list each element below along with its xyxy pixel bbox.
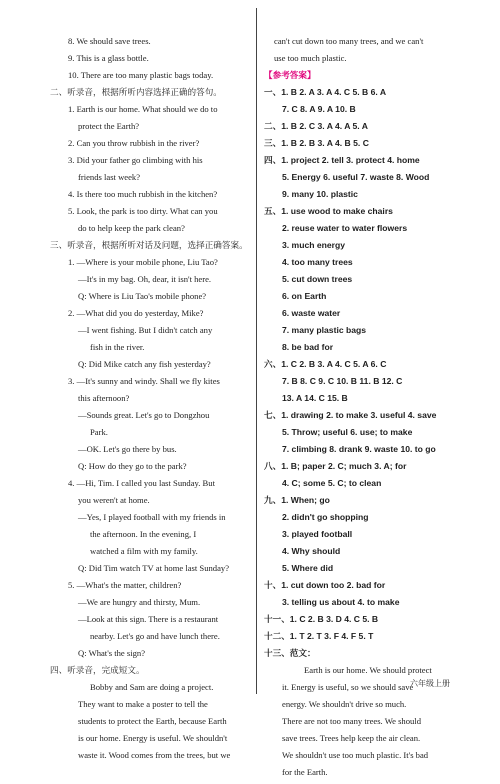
left-column — [50, 36, 250, 767]
left-line: 10. There are too many plastic bags today. — [68, 70, 214, 80]
left-line: Q: Where is Liu Tao's mobile phone? — [78, 291, 207, 301]
left-line: nearby. Let's go and have lunch there. — [90, 631, 220, 641]
left-line: —Yes, I played football with my friends in — [78, 512, 226, 522]
right-line: Earth is our home. We should protect — [304, 665, 432, 675]
right-line: 九、1. When; go — [264, 495, 330, 505]
left-line: this afternoon? — [78, 393, 130, 403]
left-line: —OK. Let's go there by bus. — [78, 444, 177, 454]
left-line: —Sounds great. Let's go to Dongzhou — [78, 410, 210, 420]
right-line: 二、1. B 2. C 3. A 4. A 5. A — [264, 121, 368, 131]
left-line: 2. —What did you do yesterday, Mike? — [68, 308, 204, 318]
left-line: —Look at this sign. There is a restaurant — [78, 614, 219, 624]
right-line: 5. Energy 6. useful 7. waste 8. Wood — [282, 172, 430, 182]
page-footer: 六年级上册 — [410, 679, 450, 689]
left-line: 1. —Where is your mobile phone, Liu Tao? — [68, 257, 218, 267]
right-line: 七、1. drawing 2. to make 3. useful 4. save — [264, 410, 437, 420]
right-line: There are not too many trees. We should — [282, 716, 421, 726]
right-line: 6. on Earth — [282, 291, 327, 301]
right-line: 2. didn't go shopping — [282, 512, 369, 522]
right-line: 5. Throw; useful 6. use; to make — [282, 427, 413, 437]
right-line: 十一、1. C 2. B 3. D 4. C 5. B — [264, 614, 379, 624]
left-line: 2. Can you throw rubbish in the river? — [68, 138, 200, 148]
left-line: Park. — [90, 427, 108, 437]
right-line: We shouldn't use too much plastic. It's bad — [282, 750, 429, 760]
left-line: 三、听录音，根据所听对话及问题，选择正确答案。 — [50, 240, 248, 250]
left-line: 5. —What's the matter, children? — [68, 580, 182, 590]
left-line: 8. We should save trees. — [68, 36, 151, 46]
right-line: use too much plastic. — [274, 53, 347, 63]
left-line: 1. Earth is our home. What should we do to — [68, 104, 218, 114]
left-line: waste it. Wood comes from the trees, but we — [78, 750, 231, 760]
right-column — [264, 36, 460, 784]
right-line: 13. A 14. C 15. B — [282, 393, 348, 403]
left-line: do to help keep the park clean? — [78, 223, 185, 233]
right-line: 7. climbing 8. drank 9. waste 10. to go — [282, 444, 436, 454]
left-line: Q: What's the sign? — [78, 648, 146, 658]
left-line: is our home. Energy is useful. We shouldn't — [78, 733, 228, 743]
left-line: you weren't at home. — [78, 495, 150, 505]
left-line: They want to make a poster to tell the — [78, 699, 208, 709]
right-line: save trees. Trees help keep the air clean. — [282, 733, 421, 743]
right-line: 6. waste water — [282, 308, 341, 318]
column-divider — [256, 8, 257, 694]
right-line: for the Earth. — [282, 767, 328, 777]
left-line: 4. —Hi, Tim. I called you last Sunday. But — [68, 478, 215, 488]
right-line: 五、1. use wood to make chairs — [264, 206, 393, 216]
right-line: 9. many 10. plastic — [282, 189, 358, 199]
left-line: Q: How do they go to the park? — [78, 461, 187, 471]
right-line: it. Energy is useful, so we should save — [282, 682, 414, 692]
left-line: —We are hungry and thirsty, Mum. — [78, 597, 201, 607]
left-line: 3. Did your father go climbing with his — [68, 155, 203, 165]
right-line: energy. We shouldn't drive so much. — [282, 699, 407, 709]
left-line: friends last week? — [78, 172, 141, 182]
right-line: 2. reuse water to water flowers — [282, 223, 408, 233]
left-line: watched a film with my family. — [90, 546, 198, 556]
left-line: Bobby and Sam are doing a project. — [90, 682, 214, 692]
right-line: 三、1. B 2. B 3. A 4. B 5. C — [264, 138, 369, 148]
left-line: 4. Is there too much rubbish in the kitchen? — [68, 189, 218, 199]
left-line: —I went fishing. But I didn't catch any — [78, 325, 213, 335]
right-line: 八、1. B; paper 2. C; much 3. A; for — [264, 461, 407, 471]
left-line: 9. This is a glass bottle. — [68, 53, 149, 63]
right-line: 4. C; some 5. C; to clean — [282, 478, 382, 488]
right-line: 3. played football — [282, 529, 353, 539]
right-line: 一、1. B 2. A 3. A 4. C 5. B 6. A — [264, 87, 387, 97]
right-line: 7. C 8. A 9. A 10. B — [282, 104, 356, 114]
right-line: 5. cut down trees — [282, 274, 353, 284]
right-line: 7. B 8. C 9. C 10. B 11. B 12. C — [282, 376, 403, 386]
left-line: Q: Did Tim watch TV at home last Sunday? — [78, 563, 230, 573]
left-line: the afternoon. In the evening, I — [90, 529, 197, 539]
right-line: 3. much energy — [282, 240, 346, 250]
right-line: can't cut down too many trees, and we can't — [274, 36, 424, 46]
left-line: protect the Earth? — [78, 121, 140, 131]
left-line: —It's in my bag. Oh, dear, it isn't here. — [78, 274, 212, 284]
left-line: 四、听录音，完成短文。 — [50, 665, 145, 675]
right-line: 4. Why should — [282, 546, 341, 556]
left-line: 5. Look, the park is too dirty. What can you — [68, 206, 218, 216]
left-line: students to protect the Earth, because Earth — [78, 716, 227, 726]
right-line: 5. Where did — [282, 563, 334, 573]
left-line: fish in the river. — [90, 342, 145, 352]
right-line: 十三、范文： — [264, 648, 316, 658]
right-line: 六、1. C 2. B 3. A 4. C 5. A 6. C — [264, 359, 387, 369]
left-line: 3. —It's sunny and windy. Shall we fly kites — [68, 376, 220, 386]
right-line: 7. many plastic bags — [282, 325, 367, 335]
right-line: 十、1. cut down too 2. bad for — [264, 580, 386, 590]
left-line: 二、听录音，根据所听内容选择正确的答句。 — [50, 87, 222, 97]
right-line: 【参考答案】 — [264, 70, 316, 80]
right-line: 四、1. project 2. tell 3. protect 4. home — [264, 155, 420, 165]
right-line: 十二、1. T 2. T 3. F 4. F 5. T — [264, 631, 374, 641]
left-line: Q: Did Mike catch any fish yesterday? — [78, 359, 211, 369]
right-line: 3. telling us about 4. to make — [282, 597, 400, 607]
right-line: 8. be bad for — [282, 342, 334, 352]
right-line: 4. too many trees — [282, 257, 353, 267]
